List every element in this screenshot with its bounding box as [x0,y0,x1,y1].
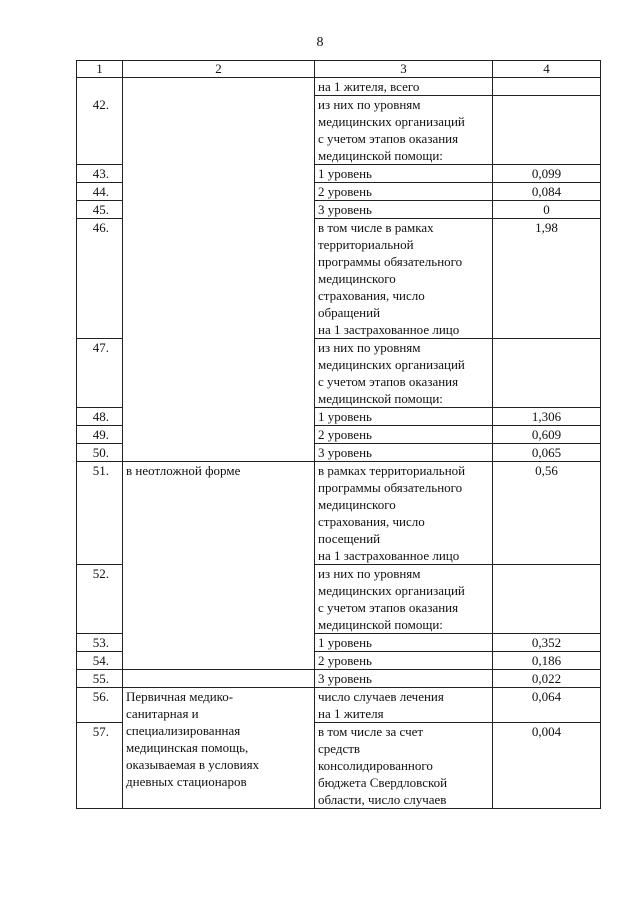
row-number: 54. [77,652,123,670]
row-number: 51. [77,462,123,565]
row-number: 56. [77,688,123,723]
row-indicator: в рамках территориальной программы обязательного медицинского страхования, число посещений на 1 застрахованное лицо [315,462,493,565]
row-value [493,78,601,96]
header-col-1: 1 [77,61,123,78]
row-number: 57. [77,723,123,809]
row-indicator: 2 уровень [315,183,493,201]
row-number: 46. [77,219,123,339]
table-row [77,78,601,96]
row-number: 44. [77,183,123,201]
row-number: 48. [77,408,123,426]
indicators-table [76,60,601,809]
row-number: 50. [77,444,123,462]
row-value [493,96,601,165]
row-indicator: 3 уровень [315,444,493,462]
row-category-cell [123,670,315,688]
row-category-cell [123,78,315,462]
row-value: 1,306 [493,408,601,426]
row-value: 0 [493,201,601,219]
header-col-3: 3 [315,61,493,78]
row-number: 55. [77,670,123,688]
row-value: 0,065 [493,444,601,462]
row-indicator: число случаев лечения на 1 жителя [315,688,493,723]
row-number: 52. [77,565,123,634]
row-indicator: из них по уровням медицинских организаций с учетом этапов оказания медицинской помощи: [315,96,493,165]
row-indicator: в том числе в рамках территориальной программы обязательного медицинского страхования, число обращений на 1 застрахованное лицо [315,219,493,339]
row-number: 45. [77,201,123,219]
row-number: 43. [77,165,123,183]
row-indicator: из них по уровням медицинских организаций с учетом этапов оказания медицинской помощи: [315,339,493,408]
row-value: 0,022 [493,670,601,688]
row-value: 1,98 [493,219,601,339]
page-number: 8 [316,35,324,50]
row-number: 42. [77,96,123,165]
table-row [77,462,601,565]
row-indicator: 3 уровень [315,201,493,219]
table-row [77,670,601,688]
header-col-4: 4 [493,61,601,78]
table-row [77,688,601,723]
row-category: Первичная медико- санитарная и специализированная медицинская помощь, оказываемая в условиях дневных стационаров [123,688,315,809]
row-indicator: в том числе за счет средств консолидированного бюджета Свердловской области, число случаев [315,723,493,809]
row-indicator: 3 уровень [315,670,493,688]
row-indicator: из них по уровням медицинских организаций с учетом этапов оказания медицинской помощи: [315,565,493,634]
row-value: 0,084 [493,183,601,201]
row-value: 0,004 [493,723,601,809]
row-value: 0,186 [493,652,601,670]
row-number: 49. [77,426,123,444]
row-value [493,565,601,634]
row-indicator: 1 уровень [315,634,493,652]
header-row [77,61,601,78]
row-value: 0,609 [493,426,601,444]
row-number [77,78,123,96]
row-indicator: 1 уровень [315,165,493,183]
row-indicator: на 1 жителя, всего [315,78,493,96]
row-value: 0,064 [493,688,601,723]
row-indicator: 1 уровень [315,408,493,426]
row-value: 0,352 [493,634,601,652]
row-indicator: 2 уровень [315,426,493,444]
row-number: 53. [77,634,123,652]
row-indicator: 2 уровень [315,652,493,670]
header-col-2: 2 [123,61,315,78]
row-category: в неотложной форме [123,462,315,670]
row-value [493,339,601,408]
row-value: 0,099 [493,165,601,183]
row-value: 0,56 [493,462,601,565]
row-number: 47. [77,339,123,408]
